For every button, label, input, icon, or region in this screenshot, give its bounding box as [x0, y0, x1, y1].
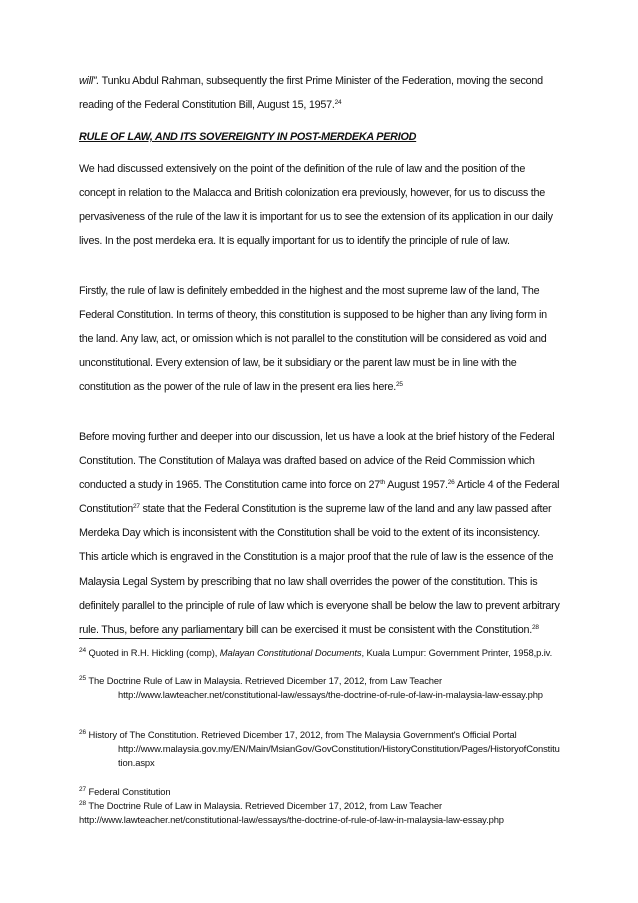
footnote-25 [79, 674, 561, 702]
paragraph-quote-continuation [79, 69, 561, 117]
quote-tail: will”. [79, 75, 100, 87]
paragraph-text: state that the Federal Constitution is the supreme law of the land and any law passed after Merdeka Day which is inconsistent with the Constitution shall be void to the extent of its inconsistency. This article which is engraved in the Constitution is a major proof that the rule of law is the essence of the Malaysia Legal System by prescribing that no law shall overrides the power of the constitution. This is definitely parallel to the principle of rule of law which is everyone shall be below the law to prevent arbitrary rule. Thus, before any parliamentary bill can be exercised it must be consistent with the Constitution. [79, 503, 560, 636]
footnote-url[interactable]: http://www.malaysia.gov.my/EN/Main/MsianGov/GovConstitution/HistoryConstitution/Pages/HistoryofConstitution.aspx [118, 743, 560, 768]
footnote-28 [79, 799, 561, 827]
footnote-ref-28: 28 [531, 623, 539, 631]
footnote-27 [79, 785, 561, 799]
footnote-number: 24 [79, 647, 87, 654]
footnote-text: Federal Constitution [86, 786, 171, 797]
footnote-ref-26: 26 [447, 479, 455, 487]
footnote-title: Malayan Constitutional Documents [219, 647, 362, 658]
footnote-number: 25 [79, 675, 87, 682]
footnote-number: 27 [79, 786, 87, 793]
footnote-26 [79, 728, 561, 770]
footnote-number: 26 [79, 729, 87, 736]
footnote-24 [79, 646, 561, 660]
footnote-text: The Doctrine Rule of Law in Malaysia. Retrieved Dicember 17, 2012, from Law Teacher [86, 800, 443, 811]
footnote-ref-25: 25 [396, 381, 403, 389]
footnote-text: , Kuala Lumpur: Government Printer, 1958,p.iv. [361, 647, 553, 658]
paragraph-firstly [79, 279, 561, 399]
paragraph-definition: We had discussed extensively on the point of the definition of the rule of law and the position of the concept in relation to the Malacca and British colonization era previously, however, for us to discuss the pervasiveness of the rule of the law it is important for us to see the extension of its application in our daily lives. In the post merdeka era. It is equally important for us to identify the principle of rule of law. [79, 163, 553, 248]
footnote-number: 28 [79, 800, 87, 807]
footnote-separator [79, 638, 231, 639]
paragraph-text: Firstly, the rule of law is definitely embedded in the highest and the most supreme law of the land, The Federal Constitution. In terms of theory, this constitution is supposed to be higher than any living form in the land. Any law, act, or omission which is not parallel to the constitution will be considered as void and unconstitutional. Every extension of law, be it subsidiary or the parent law must be in line with the constitution as the power of the rule of law in the present era lies here. [79, 285, 547, 394]
section-heading: RULE OF LAW, AND ITS SOVEREIGNTY IN POST-MERDEKA PERIOD [79, 131, 417, 143]
paragraph-text: August 1957. [384, 479, 448, 492]
footnote-text: History of The Constitution. Retrieved Dicember 17, 2012, from The Malaysia Government's Official Portal [86, 729, 517, 740]
paragraph-text: Tunku Abdul Rahman, subsequently the first Prime Minister of the Federation, moving the second reading of the Federal Constitution Bill, August 15, 1957. [79, 75, 543, 112]
footnote-text: Quoted in R.H. Hickling (comp), [86, 647, 220, 658]
ordinal-suffix: th [380, 479, 385, 487]
footnote-text: The Doctrine Rule of Law in Malaysia. Retrieved Dicember 17, 2012, from Law Teacher [86, 675, 443, 686]
paragraph-text: Before moving further and deeper into our discussion, let us have a look at the brief history of the Federal Constitution. The Constitution of Malaya was drafted based on advice of the Reid Commission which conducted a study in 1965. The Constitution came into force on 27 [79, 431, 555, 492]
paragraph-history [79, 425, 561, 642]
footnote-url[interactable]: http://www.lawteacher.net/constitutional-law/essays/the-doctrine-of-rule-of-law-in-malaysia-law-essay.php [79, 814, 504, 825]
footnote-ref-27: 27 [133, 503, 140, 511]
footnote-url[interactable]: http://www.lawteacher.net/constitutional-law/essays/the-doctrine-of-rule-of-law-in-malaysia-law-essay.php [118, 689, 543, 700]
paragraph-text: Article 4 of the Federal Constitution [79, 479, 560, 516]
footnote-ref-24: 24 [334, 99, 342, 107]
